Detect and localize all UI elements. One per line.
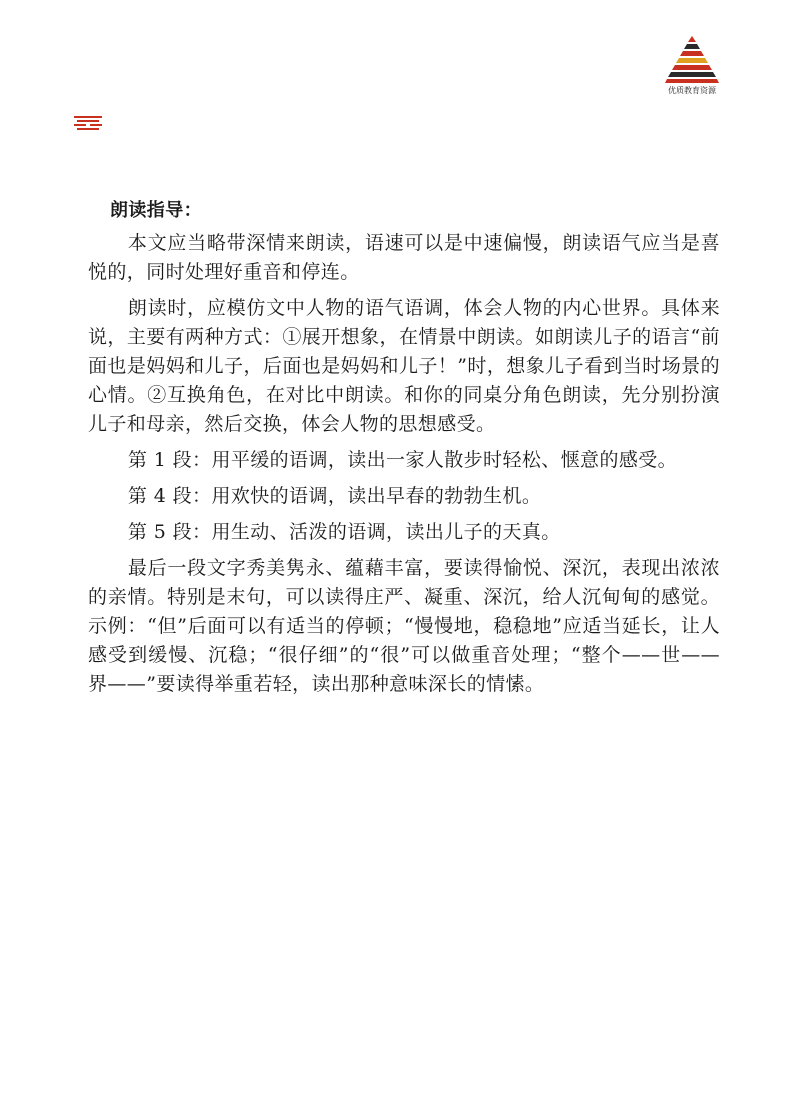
reading-guide-section xyxy=(88,198,720,706)
stacked-pyramid-logo-icon xyxy=(661,36,723,84)
paragraph: 第 1 段：用平缓的语调，读出一家人散步时轻松、惬意的感受。 xyxy=(127,449,678,471)
paragraph: 最后一段文字秀美隽永、蕴藉丰富，要读得愉悦、深沉，表现出浓浓的亲情。特别是末句，可以读得庄严、凝重、深沉，给人沉甸甸的感觉。示例：“但”后面可以有适当的停顿；“慢慢地，稳稳地”应适当延长，让人感受到缓慢、沉稳；“很仔细”的“很”可以做重音处理；“整个——世——界——”要读得举重若轻，读出那种意味深长的情愫。 xyxy=(88,557,720,695)
section-stripes-icon xyxy=(74,115,102,129)
section-heading: 朗读指导： xyxy=(110,200,202,221)
paragraph: 第 4 段：用欢快的语调，读出早春的勃勃生机。 xyxy=(127,485,542,507)
paragraph: 本文应当略带深情来朗读，语速可以是中速偏慢，朗读语气应当是喜悦的，同时处理好重音和停连。 xyxy=(88,232,720,283)
publisher-logo xyxy=(661,36,723,98)
paragraph: 朗读时，应模仿文中人物的语气语调，体会人物的内心世界。具体来说，主要有两种方式：①展开想象，在情景中朗读。如朗读儿子的语言“前面也是妈妈和儿子，后面也是妈妈和儿子！”时，想象儿子看到当时场景的心情。②互换角色，在对比中朗读。和你的同桌分角色朗读，先分别扮演儿子和母亲，然后交换，体会人物的思想感受。 xyxy=(88,297,720,435)
logo-text: 优质教育资源 xyxy=(668,86,716,95)
paragraph: 第 5 段：用生动、活泼的语调，读出儿子的天真。 xyxy=(127,521,561,543)
